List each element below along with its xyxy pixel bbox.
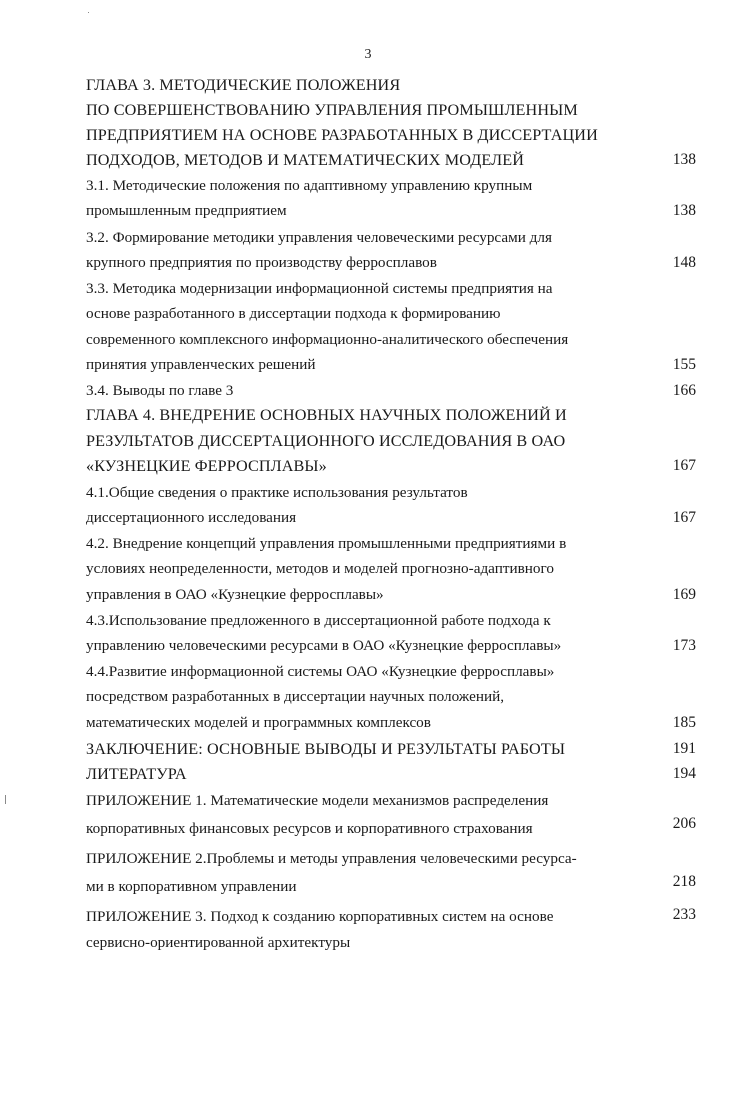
toc-line: управлению человеческими ресурсами в ОАО «Кузнецкие ферросплавы» [86,637,562,654]
toc-page-number: 166 [672,382,696,399]
toc-line: ЗАКЛЮЧЕНИЕ: ОСНОВНЫЕ ВЫВОДЫ И РЕЗУЛЬТАТЫ РАБОТЫ [86,740,566,758]
toc-line: современного комплексного информационно-аналитического обеспечения [86,331,569,348]
toc-line: посредством разработанных в диссертации научных положений, [86,688,505,705]
toc-page-number: 148 [672,254,696,271]
toc-line: ПРИЛОЖЕНИЕ 3. Подход к созданию корпоративных систем на основе [86,908,554,925]
toc-page-number: 194 [672,765,696,782]
toc-line: 3.4. Выводы по главе 3 [86,382,234,399]
toc-line: диссертационного исследования [86,509,297,526]
toc-line: РЕЗУЛЬТАТОВ ДИССЕРТАЦИОННОГО ИССЛЕДОВАНИЯ В ОАО [86,432,566,450]
toc-line: сервисно-ориентированной архитектуры [86,934,351,951]
toc-page-number: 155 [672,356,696,373]
toc-line: 3.1. Методические положения по адаптивному управлению крупным [86,177,533,194]
toc-line: ПРЕДПРИЯТИЕМ НА ОСНОВЕ РАЗРАБОТАННЫХ В ДИССЕРТАЦИИ [86,126,598,144]
scan-speck [5,795,6,804]
toc-line: основе разработанного в диссертации подхода к формированию [86,305,501,322]
toc-line: 4.4.Развитие информационной системы ОАО «Кузнецкие ферросплавы» [86,663,555,680]
toc-line: 4.1.Общие сведения о практике использования результатов [86,484,468,501]
toc-page-number: 233 [672,906,696,923]
toc-line: ми в корпоративном управлении [86,878,297,895]
toc-line: корпоративных финансовых ресурсов и корпоративного страхования [86,820,533,837]
toc-page-number: 167 [672,509,696,526]
toc-line: ЛИТЕРАТУРА [86,765,187,783]
toc-page-number: 138 [672,202,696,219]
toc-line: 4.3.Использование предложенного в диссертационной работе подхода к [86,612,551,629]
toc-line: принятия управленческих решений [86,356,316,373]
page-number: 3 [364,47,372,62]
toc-page-number: 138 [672,151,696,168]
toc-line: крупного предприятия по производству ферросплавов [86,254,437,271]
toc-page-number: 167 [672,457,696,474]
toc-line: 3.3. Методика модернизации информационной системы предприятия на [86,280,553,297]
toc-line: «КУЗНЕЦКИЕ ФЕРРОСПЛАВЫ» [86,457,327,475]
toc-line: математических моделей и программных комплексов [86,714,431,731]
toc-line: ГЛАВА 3. МЕТОДИЧЕСКИЕ ПОЛОЖЕНИЯ [86,76,401,94]
toc-page-number: 191 [672,740,696,757]
toc-line: ГЛАВА 4. ВНЕДРЕНИЕ ОСНОВНЫХ НАУЧНЫХ ПОЛОЖЕНИЙ И [86,406,567,424]
toc-line: управления в ОАО «Кузнецкие ферросплавы» [86,586,384,603]
toc-page-number: 206 [672,815,696,832]
toc-page-number: 185 [672,714,696,731]
toc-line: ПО СОВЕРШЕНСТВОВАНИЮ УПРАВЛЕНИЯ ПРОМЫШЛЕННЫМ [86,101,578,119]
toc-line: ПРИЛОЖЕНИЕ 2.Проблемы и методы управления человеческими ресурса- [86,850,577,867]
toc-line: ПРИЛОЖЕНИЕ 1. Математические модели механизмов распределения [86,792,549,809]
toc-line: условиях неопределенности, методов и моделей прогнозно-адаптивного [86,560,554,577]
toc-line: промышленным предприятием [86,202,287,219]
toc-page-number: 218 [672,873,696,890]
toc-page-number: 169 [672,586,696,603]
toc-line: ПОДХОДОВ, МЕТОДОВ И МАТЕМАТИЧЕСКИХ МОДЕЛЕЙ [86,151,524,169]
scan-speck [88,12,89,13]
toc-page-number: 173 [672,637,696,654]
toc-line: 3.2. Формирование методики управления человеческими ресурсами для [86,229,552,246]
toc-line: 4.2. Внедрение концепций управления промышленными предприятиями в [86,535,567,552]
